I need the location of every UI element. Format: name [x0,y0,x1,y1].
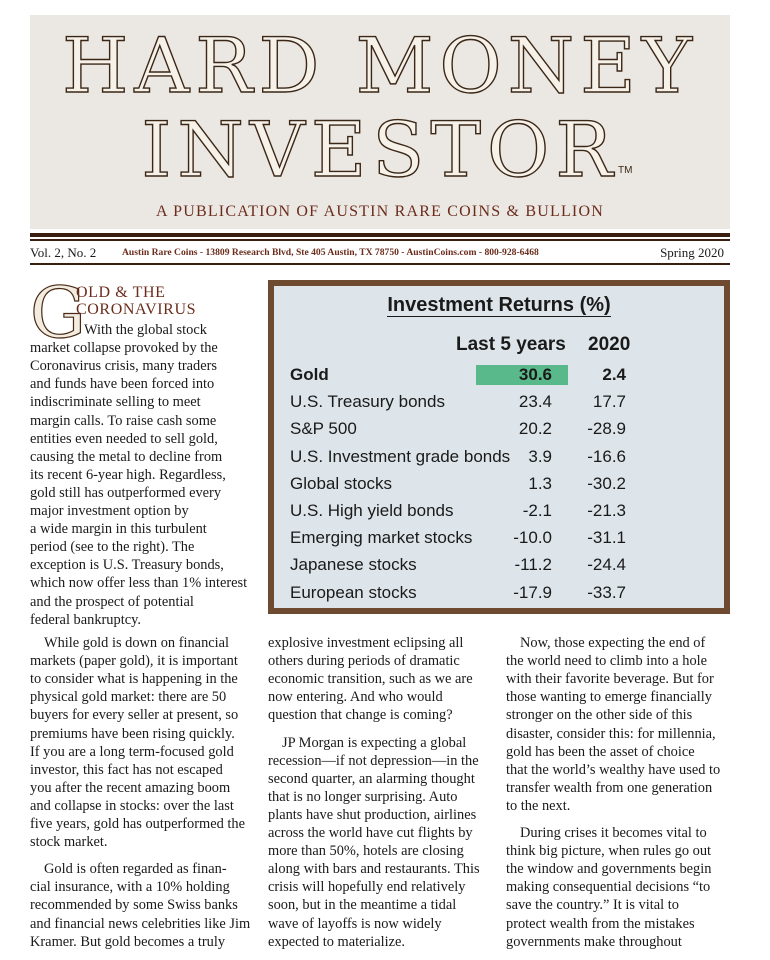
table-row [274,419,724,441]
return-5-years: 30.6 [518,365,552,384]
lead-article-line: which now offer less than 1% interest [30,575,248,592]
body-text-line: wave of layoffs is now widely [268,915,442,932]
lead-article [30,272,254,628]
body-text-line: During crises it becomes vital to [520,825,707,841]
lead-article-line: Coronavirus crisis, many traders [30,358,218,375]
volume-number: Vol. 2, No. 2 [30,245,97,260]
publisher-address: Austin Rare Coins - 13809 Research Blvd, Ste 405 Austin, TX 78750 - AustinCoins.com - 800-928-6468 [122,247,539,258]
asset-label: European stocks [290,582,417,602]
divider-thin [30,239,730,241]
table-row [274,474,724,496]
body-text-line: crisis will hopefully end relatively [268,879,466,896]
asset-label: Japanese stocks [290,555,417,575]
table-row [274,555,724,577]
body-text-line: stock market. [30,834,108,851]
return-5-years: -2.1 [522,501,552,520]
return-5-years: 20.2 [518,419,552,439]
lead-article-line: margin calls. To raise cash some [30,412,217,429]
trademark-mark: TM [618,165,633,176]
lead-article-line: and the prospect of potential [30,593,194,610]
body-text-line: that is no longer surprising. Auto [268,788,458,805]
body-text-line: think big picture, when rules go out [506,843,712,860]
body-text-line: soon, but in the meantime a tidal [268,897,457,914]
body-text-line: economic transition, such as we are [268,671,473,688]
masthead-title-line-2: INVESTOR [141,105,619,194]
issue-info-line [30,244,730,262]
divider-bottom [30,263,730,265]
table-row [274,583,724,605]
lead-article-line: major investment option by [30,503,189,519]
body-text-line: investor, this fact has not escaped [30,761,223,778]
body-text-line: that the world’s wealthy have used to [506,761,721,778]
body-text-line: premiums have been rising quickly. [30,725,235,742]
lead-article-line: With the global stock [84,322,207,338]
issue-season: Spring 2020 [660,245,724,260]
lead-article-line: indiscriminate selling to meet [30,394,201,411]
return-2020: 2.4 [602,365,626,384]
body-text-line: While gold is down on financial [44,635,230,651]
body-text-line: Gold is often regarded as finan- [44,861,227,878]
lead-article-line: causing the metal to decline from [30,448,223,465]
drop-cap: G [30,272,86,354]
table-title [274,294,724,317]
body-text-line: question that change is coming? [268,707,453,724]
body-text-line: making consequential decisions “to [506,879,711,896]
lead-article-line: entities even needed to sell gold, [30,430,218,447]
lead-article-line: period (see to the right). The [30,539,195,556]
body-text-line: physical gold market: there are 50 [30,689,227,706]
table-row [274,528,724,550]
lead-article-line: and funds have been forced into [30,376,215,393]
investment-returns-table [268,280,730,614]
return-2020: -16.6 [587,446,626,466]
headline-line-2: CORONAVIRUS [76,301,197,318]
lead-article-line: federal bankruptcy. [30,611,141,628]
body-text-line: more than 50%, hotels are closing [268,843,464,860]
return-5-years: -11.2 [514,555,552,575]
lead-article-line: market collapse provoked by the [30,340,218,357]
body-text-line: transfer wealth from one generation [506,779,713,796]
column-header-5-years: Last 5 years [456,334,566,355]
body-text-line: stronger on the other side of this [506,707,693,724]
return-2020: 17.7 [592,392,626,412]
body-text-line: disaster, consider this: for millennia, [506,725,716,742]
lead-article-line: its recent 6-year high. Regardless, [30,466,226,483]
body-text-line: buyers for every seller at present, so [30,707,239,724]
column-header-2020: 2020 [588,334,631,355]
lead-article-line: gold still has outperformed every [30,484,222,501]
table-row [274,392,724,414]
body-text-line: the window and governments begin [506,861,712,878]
table-row [274,447,724,469]
return-2020: -28.9 [587,419,626,439]
table-title-text: Investment Returns (%) [387,294,611,316]
return-2020: -21.3 [587,501,626,520]
divider-thick [30,233,730,237]
body-text-line: cial insurance, with a 10% holding [30,879,230,896]
asset-label: Gold [290,365,329,384]
return-5-years: 23.4 [518,392,552,412]
asset-label: S&P 500 [290,419,357,439]
masthead [30,15,730,229]
body-text-line: five years, gold has outperformed the [30,816,245,832]
asset-label: U.S. High yield bonds [290,501,454,520]
masthead-subtitle: A PUBLICATION OF AUSTIN RARE COINS & BULLION [156,203,604,220]
body-text-line: second quarter, an alarming thought [268,770,475,787]
body-text-line: explosive investment eclipsing all [268,635,464,651]
body-text-line: and collapse in stocks: over the last [30,797,234,814]
body-text-line: to the next. [506,797,571,814]
asset-label: Emerging market stocks [290,528,473,548]
table-panel [274,286,724,608]
return-5-years: 3.9 [528,446,552,466]
body-text-line: protect wealth from the mistakes [506,915,695,932]
headline-line-1: OLD & THE [76,284,166,301]
table-row [274,501,724,523]
asset-label: U.S. Treasury bonds [290,392,445,412]
return-2020: -24.4 [587,555,626,575]
return-2020: -33.7 [587,582,626,602]
table-row [274,365,724,387]
body-text-line: and financial news celebrities like Jim [30,915,251,932]
return-5-years: -10.0 [513,528,552,548]
body-text-line: governments make throughout [506,933,682,950]
body-text-line: others during periods of dramatic [268,653,460,670]
body-text-line: expected to materialize. [268,933,406,950]
article-headline [76,284,256,318]
asset-label: Global stocks [290,473,393,493]
masthead-title-line-1: HARD MONEY [62,21,698,110]
body-text-line: you after the recent amazing boom [30,779,231,796]
body-text-line: recession—if not depression—in the [268,752,479,769]
return-5-years: 1.3 [528,473,552,493]
body-text-line: Now, those expecting the end of [520,635,706,651]
body-text-line: recommended by some Swiss banks [30,897,238,914]
return-2020: -30.2 [587,473,626,493]
body-text-line: across the world have cut flights by [268,825,473,841]
body-text-line: If you are a long term-focused gold [30,743,234,760]
body-text-line: markets (paper gold), it is important [30,653,238,670]
body-text-line: to consider what is happening in the [30,671,238,688]
return-2020: -31.1 [587,528,626,548]
return-5-years: -17.9 [513,582,552,602]
body-text-line: gold has been the asset of choice [506,743,695,760]
body-text-line: plants have shut production, airlines [268,806,477,823]
body-text-line: with their favorite beverage. But for [506,671,714,688]
lead-article-line: a wide margin in this turbulent [30,521,207,538]
body-text-line: those wanting to emerge financially [506,689,712,706]
body-text-line: now entering. And who would [268,689,443,706]
body-text-line: Kramer. But gold becomes a truly [30,933,226,950]
lead-article-line: exception is U.S. Treasury bonds, [30,557,224,574]
body-text-line: save the country.” It is vital to [506,897,679,914]
asset-label: U.S. Investment grade bonds [290,446,511,466]
body-text-line: JP Morgan is expecting a global [282,734,467,751]
body-text-line: along with bars and restaurants. This [268,861,480,878]
body-text-line: the world need to climb into a hole [506,653,708,670]
